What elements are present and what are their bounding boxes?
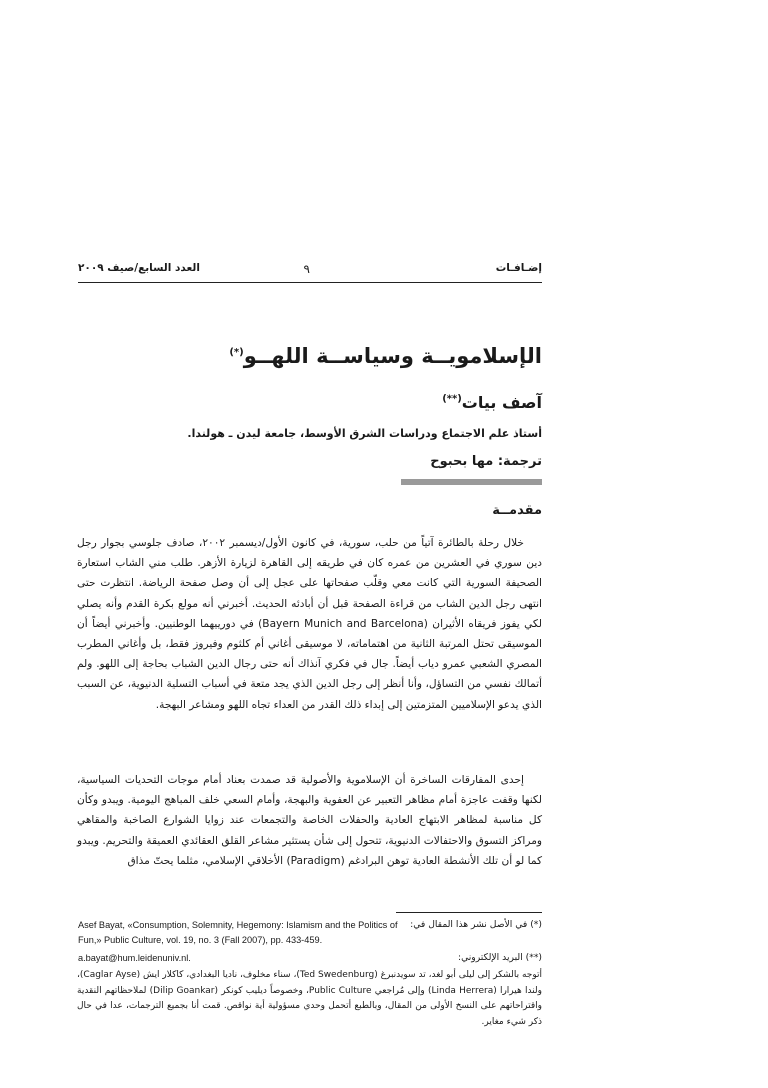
author-name (442, 393, 542, 412)
section-heading: مقدمــة (492, 503, 542, 518)
article-title (229, 344, 542, 368)
author-text: آصف بيات (461, 393, 542, 412)
footnote-1-citation: Asef Bayat, «Consumption, Solemnity, Hegemony: Islamism and the Politics of Fun,» Public Culture, vol. 19, no. 3 (Fall 2007), pp. 433-459. (78, 920, 398, 945)
running-header (78, 262, 542, 280)
footnote-2-email: a.bayat@hum.leidenuniv.nl. (78, 953, 191, 963)
author-affiliation: أستاذ علم الاجتماع ودراسات الشرق الأوسط، جامعة ليدن ـ هولندا. (187, 427, 542, 440)
decorative-bar (401, 479, 542, 485)
footnote-acknowledgement: أتوجه بالشكر إلى ليلى أبو لغد، تد سويدنبرغ (Ted Swedenburg)، سناء مخلوف، ناديا البغدادي، كاكلار ايش (Caglar Ayse)، ولندا هيرارا (Linda Herrera) وإلى مُراجعي Public Culture، وخصوصاً ديليب كونكر (Dilip Goankar) لملاحظاتهم النقدية واقتراحاتهم على النسخ الأولى من المقال، وبالطبع أتحمل وحدي مسؤولية أية نواقص. قمت أنا بجميع الترجمات، عدا في حال ذكر شيء مغاير. (77, 970, 542, 1027)
header-divider (78, 282, 542, 283)
title-text: الإسلامويــة وسياســة اللهــو (243, 344, 542, 368)
title-footnote-marker: (*) (229, 347, 244, 358)
translator-credit: ترجمة: مها بحبوح (430, 454, 542, 469)
author-footnote-marker: (**) (442, 393, 462, 405)
footnote-2-arabic: (**) البريد الإلكتروني: (457, 952, 542, 963)
issue-label: العدد السابع/صيف ٢٠٠٩ (78, 262, 200, 274)
footnote-divider (396, 912, 542, 913)
page-number: ٩ (303, 262, 310, 276)
section-name: إضـافـات (495, 262, 542, 274)
paragraph-2: إحدى المفارقات الساخرة أن الإسلاموية والأصولية قد صمدت بعناد أمام موجات التحديات السياسية، لكنها وقفت عاجزة أمام مظاهر التعبير عن العفوية والبهجة، وأمام السعي خلف المباهج اليومية. ويبدو وكأن كل مناسبة لمظاهر الابتهاج العادية والحفلات الخاصة والتجمعات عند زوايا الشوارع الصاخبة والمقاهي ومراكز التسوق والاحتفالات الدنيوية، تتحول إلى شأن يستثير مشاعر القلق العقائدي العميقة والتحريم. ويبدو كما لو أن تلك الأنشطة العادية توهن البرادغم (Paradigm) الأخلاقي الإسلامي، مثلما يحتّ مذاق (77, 774, 542, 867)
paragraph-1: خلال رحلة بالطائرة آتياً من حلب، سورية، في كانون الأول/ديسمبر ٢٠٠٢، صادف جلوسي بجوار رجل دين سوري في العشرين من عمره كان في طريقه إلى القاهرة لزيارة الأزهر. طلب مني الشاب استعارة الصحيفة السورية التي كانت معي وقلّب صفحاتها على عجل إلى أن وصل صفحة الرياضة. انتظرت حتى انتهى رجل الدين الشاب من قراءة الصفحة قبل أن أبادئه الحديث. أخبرني أنه مولع بكرة القدم وأنه يصلي لكي يفوز فريقاه الأثيران (Bayern Munich and Barcelona) في دورييهما الوطنيين. وأخبرني أيضاً أن الموسيقى تحتل المرتبة الثانية من اهتماماته، لا موسيقى أغاني أم كلثوم وفيروز فقط، بل وأغاني المطرب المصري الشعبي عمرو دياب أيضاً. جال في فكري آنذاك أنه حتى رجال الدين الشباب بحاجة إلى اللهو. ولم أتمالك نفسي من التساؤل، وأنا أنظر إلى رجل الدين الذي يجد متعة في أسباب التسلية الدنيوية، عن السبب الذي يدعو الإسلاميين المتزمتين إلى إبداء ذلك القدر من العداء تجاه اللهو ومشاعر البهجة. (77, 537, 542, 711)
footnote-1-arabic: (*) في الأصل نشر هذا المقال في: (410, 919, 542, 930)
